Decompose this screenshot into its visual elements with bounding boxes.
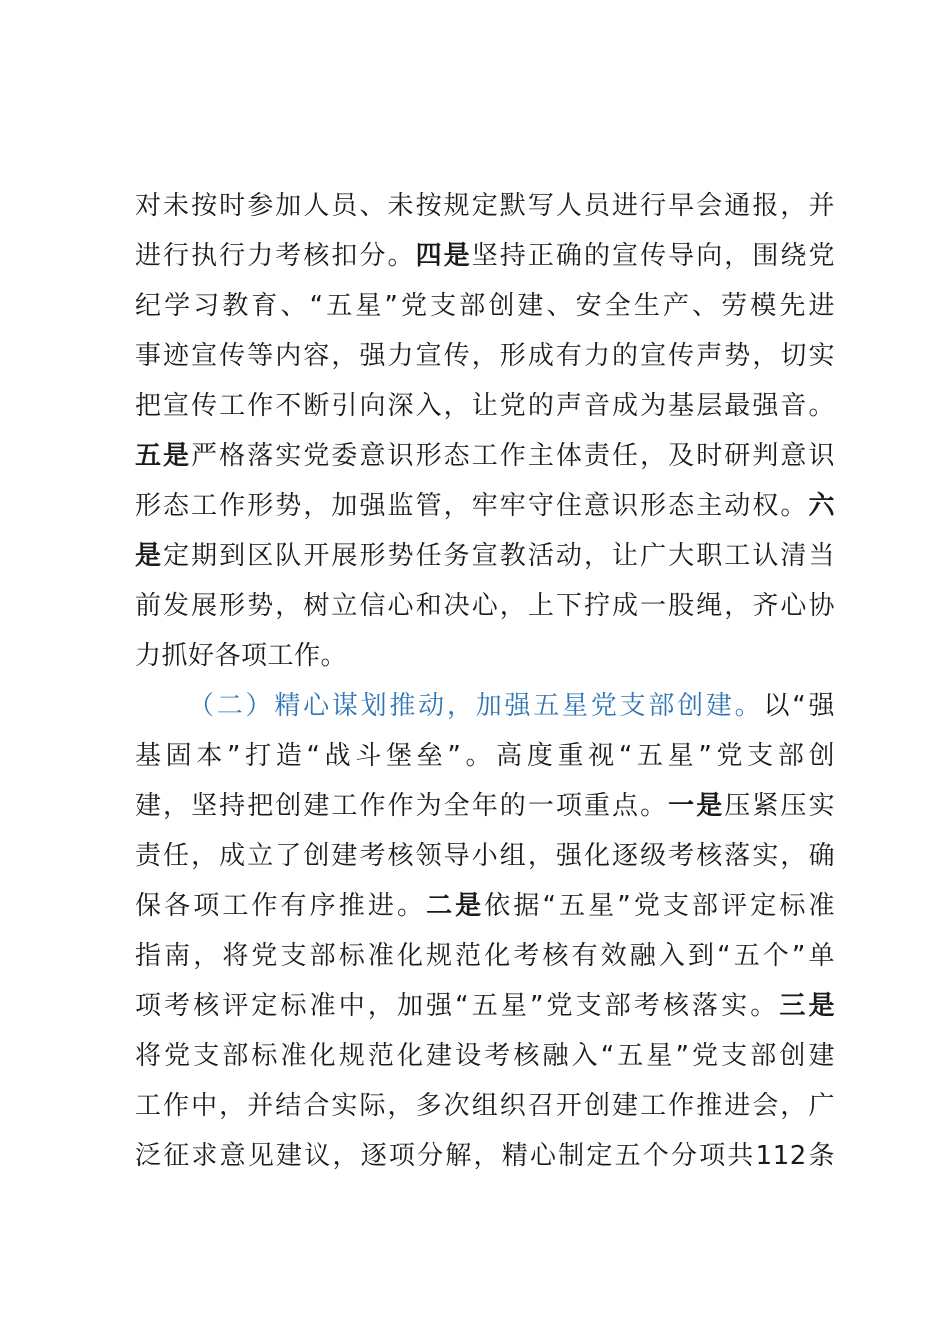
text-run: 将党支部标准化规范化建设考核融入“五星”党支部创建 — [135, 1041, 835, 1071]
text-run: 压紧压实 — [724, 791, 835, 821]
text-line-4 — [135, 336, 835, 376]
section-heading: （二）精心谋划推动，加强五星党支部创建。 — [188, 691, 764, 721]
bold-run: 是 — [135, 541, 164, 571]
text-run: 前发展形势，树立信心和决心，上下拧成一股绳，齐心协 — [135, 591, 835, 621]
text-run: 力抓好各项工作。 — [135, 641, 348, 671]
text-run: 以“强 — [763, 691, 835, 721]
text-line-8 — [135, 536, 835, 576]
text-run: 形态工作形势，加强监管，牢牢守住意识形态主动权。 — [135, 491, 809, 521]
text-line-18 — [135, 1036, 835, 1076]
bold-run: 三是 — [779, 991, 835, 1021]
text-line-12 — [135, 736, 835, 776]
text-line-14 — [135, 836, 835, 876]
bold-run: 五是 — [135, 441, 192, 471]
bold-run: 一是 — [668, 791, 725, 821]
text-run: 严格落实党委意识形态工作主体责任，及时研判意识 — [191, 441, 835, 471]
text-line-17 — [135, 986, 835, 1026]
text-line-10 — [135, 636, 835, 676]
text-run: 基固本”打造“战斗堡垒”。高度重视“五星”党支部创 — [135, 741, 835, 771]
text-run: 把宣传工作不断引向深入，让党的声音成为基层最强音。 — [135, 391, 835, 421]
text-line-1 — [135, 186, 835, 226]
text-run: 纪学习教育、“五星”党支部创建、安全生产、劳模先进 — [135, 291, 835, 321]
text-line-2 — [135, 236, 835, 276]
text-line-5 — [135, 386, 835, 426]
text-run: 建，坚持把创建工作作为全年的一项重点。 — [135, 791, 669, 821]
bold-run: 四是 — [415, 241, 472, 271]
text-run: 定期到区队开展形势任务宣教活动，让广大职工认清当 — [163, 541, 835, 571]
text-line-13 — [135, 786, 835, 826]
text-line-3 — [135, 286, 835, 326]
text-line-19 — [135, 1086, 835, 1126]
text-run: 工作中，并结合实际，多次组织召开创建工作推进会，广 — [135, 1091, 835, 1121]
bold-run: 六 — [808, 491, 835, 521]
bold-run: 二是 — [426, 891, 485, 921]
text-run: 泛征求意见建议，逐项分解，精心制定五个分项共112条 — [135, 1141, 835, 1171]
text-run: 指南，将党支部标准化规范化考核有效融入到“五个”单 — [135, 941, 835, 971]
text-line-15 — [135, 886, 835, 926]
text-run: 依据“五星”党支部评定标准 — [484, 891, 835, 921]
text-line-9 — [135, 586, 835, 626]
text-line-6 — [135, 436, 835, 476]
text-run: 事迹宣传等内容，强力宣传，形成有力的宣传声势，切实 — [135, 341, 835, 371]
text-run: 坚持正确的宣传导向，围绕党 — [471, 241, 835, 271]
text-run: 责任，成立了创建考核领导小组，强化逐级考核落实，确 — [135, 841, 835, 871]
text-line-7 — [135, 486, 835, 526]
text-run: 对未按时参加人员、未按规定默写人员进行早会通报，并 — [135, 191, 835, 221]
text-line-20 — [135, 1136, 835, 1176]
text-line-16 — [135, 936, 835, 976]
text-run: 项考核评定标准中，加强“五星”党支部考核落实。 — [135, 991, 780, 1021]
section-heading-line — [188, 686, 835, 726]
text-run: 保各项工作有序推进。 — [135, 891, 427, 921]
text-run: 进行执行力考核扣分。 — [135, 241, 416, 271]
